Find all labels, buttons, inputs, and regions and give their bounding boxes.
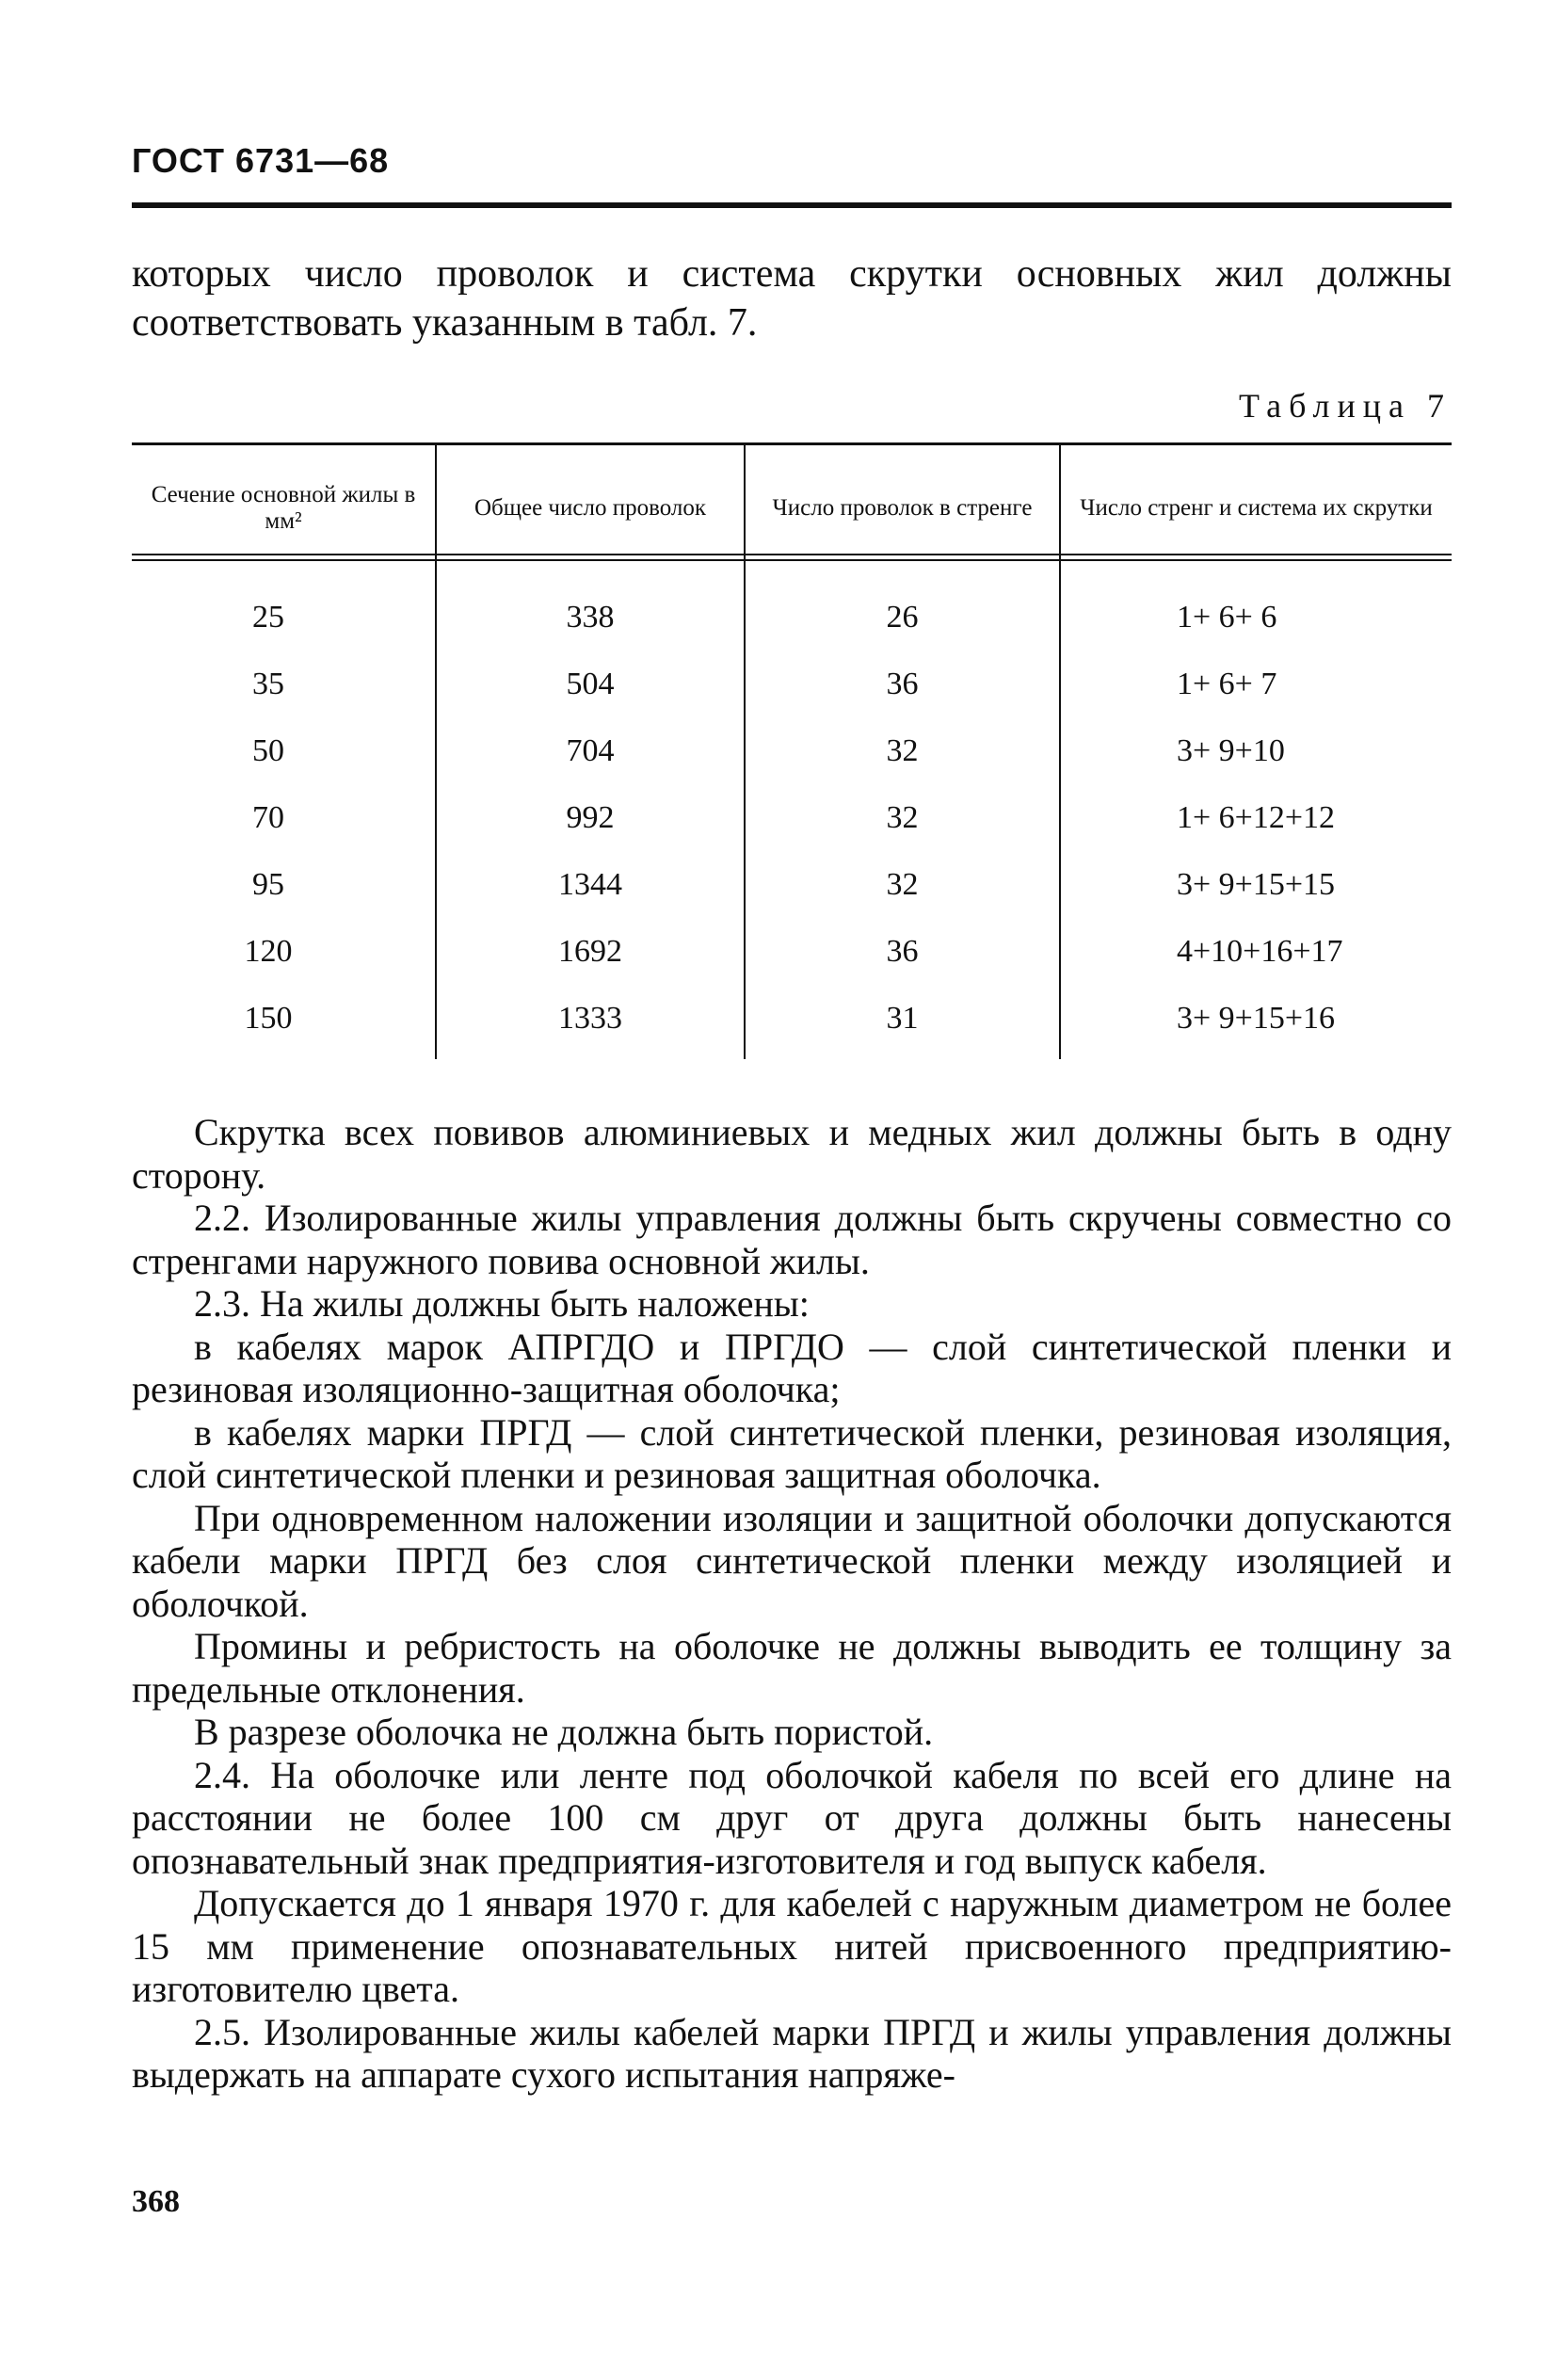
- table-cell: 4+10+16+17: [1177, 934, 1343, 969]
- paragraph: 2.4. На оболочке или ленте под оболочкой кабеля по всей его длине на расстоянии не более 100 см друг от друга должны быть нанесены опознавательный знак предприятия-изготовителя и год выпуск кабеля.: [132, 1753, 1452, 1882]
- table-7: [132, 442, 1452, 1064]
- intro-text: [132, 249, 1452, 347]
- paragraph: В разрезе оболочка не должна быть пористой.: [194, 1711, 934, 1753]
- table-cell: 120: [244, 934, 293, 969]
- paragraph: Промины и ребристость на оболочке не должны выводить ее толщину за предельные отклонения.: [132, 1625, 1452, 1711]
- table-header-rule: [132, 554, 1452, 555]
- intro-paragraph: которых число проволок и система скрутки основных жил должны соответствовать указанным в табл. 7.: [132, 252, 1452, 345]
- column-header-label: Число проволок в стренге: [772, 495, 1033, 521]
- table-cell: 338: [566, 600, 615, 635]
- column-header-wires-per-strand: [746, 471, 1059, 546]
- table-cell: 25: [252, 600, 284, 635]
- column-header-strands-system: [1061, 471, 1452, 546]
- table-caption: Таблица 7: [1239, 387, 1452, 425]
- body-text: [132, 1111, 1452, 2097]
- table-cell: 95: [252, 867, 284, 902]
- table-cell: 36: [886, 934, 919, 969]
- table-cell: 32: [886, 800, 919, 835]
- column-header-label: Общее число проволок: [474, 495, 707, 521]
- table-cell: 32: [886, 733, 919, 768]
- paragraph: При одновременном наложении изоляции и защитной оболочки допускаются кабели марки ПРГД без слоя синтетической пленки между изоляцией и оболочкой.: [132, 1496, 1452, 1625]
- table-cell: 1344: [558, 867, 622, 902]
- document-header: ГОСТ 6731—68: [132, 141, 390, 180]
- paragraph: 2.2. Изолированные жилы управления должны быть скручены совместно со стренгами наружного повива основной жилы.: [132, 1197, 1452, 1282]
- column-wires-per-strand: [746, 584, 1059, 1052]
- paragraph: 2.3. На жилы должны быть наложены:: [194, 1282, 810, 1325]
- table-top-rule: [132, 442, 1452, 445]
- table-cell: 150: [244, 1001, 293, 1036]
- column-header-label: Число стренг и система их скрутки: [1080, 495, 1433, 521]
- table-cell: 26: [886, 600, 919, 635]
- table-cell: 36: [886, 667, 919, 701]
- table-header-rule-second: [132, 559, 1452, 561]
- column-header-total-wires: [437, 471, 744, 546]
- paragraph: в кабелях марок АПРГДО и ПРГДО — слой синтетической пленки и резиновая изоляционно-защитная оболочка;: [132, 1325, 1452, 1410]
- paragraph: в кабелях марки ПРГД — слой синтетической пленки, резиновая изоляция, слой синтетической пленки и резиновая защитная оболочка.: [132, 1410, 1452, 1496]
- table-cell: 32: [886, 867, 919, 902]
- column-header-label: Сечение основной жилы в мм²: [151, 482, 416, 534]
- table-cell: 1692: [558, 934, 622, 969]
- table-cell: 31: [886, 1001, 919, 1036]
- column-total-wires: [437, 584, 744, 1052]
- paragraph: 2.5. Изолированные жилы кабелей марки ПРГД и жилы управления должны выдержать на аппарате сухого испытания напряже-: [132, 2010, 1452, 2096]
- table-cell: 50: [252, 733, 284, 768]
- header-rule: [132, 202, 1452, 208]
- column-strands-system: [1177, 584, 1452, 1052]
- column-header-section: [132, 471, 435, 546]
- table-cell: 704: [566, 733, 615, 768]
- paragraph: Скрутка всех повивов алюминиевых и медных жил должны быть в одну сторону.: [132, 1111, 1452, 1197]
- table-cell: 1333: [558, 1001, 622, 1036]
- table-cell: 3+ 9+10: [1177, 733, 1285, 768]
- page-number: 368: [132, 2184, 180, 2219]
- table-cell: 1+ 6+ 6: [1177, 600, 1277, 635]
- table-cell: 3+ 9+15+15: [1177, 867, 1336, 902]
- table-cell: 1+ 6+ 7: [1177, 667, 1277, 701]
- table-cell: 504: [566, 667, 615, 701]
- paragraph: Допускается до 1 января 1970 г. для кабелей с наружным диаметром не более 15 мм применение опознавательных нитей присвоенного предприятию-изготовителю цвета.: [132, 1882, 1452, 2010]
- column-section: [132, 584, 405, 1052]
- table-cell: 3+ 9+15+16: [1177, 1001, 1336, 1036]
- table-cell: 992: [566, 800, 615, 835]
- table-cell: 70: [252, 800, 284, 835]
- table-cell: 1+ 6+12+12: [1177, 800, 1336, 835]
- table-cell: 35: [252, 667, 284, 701]
